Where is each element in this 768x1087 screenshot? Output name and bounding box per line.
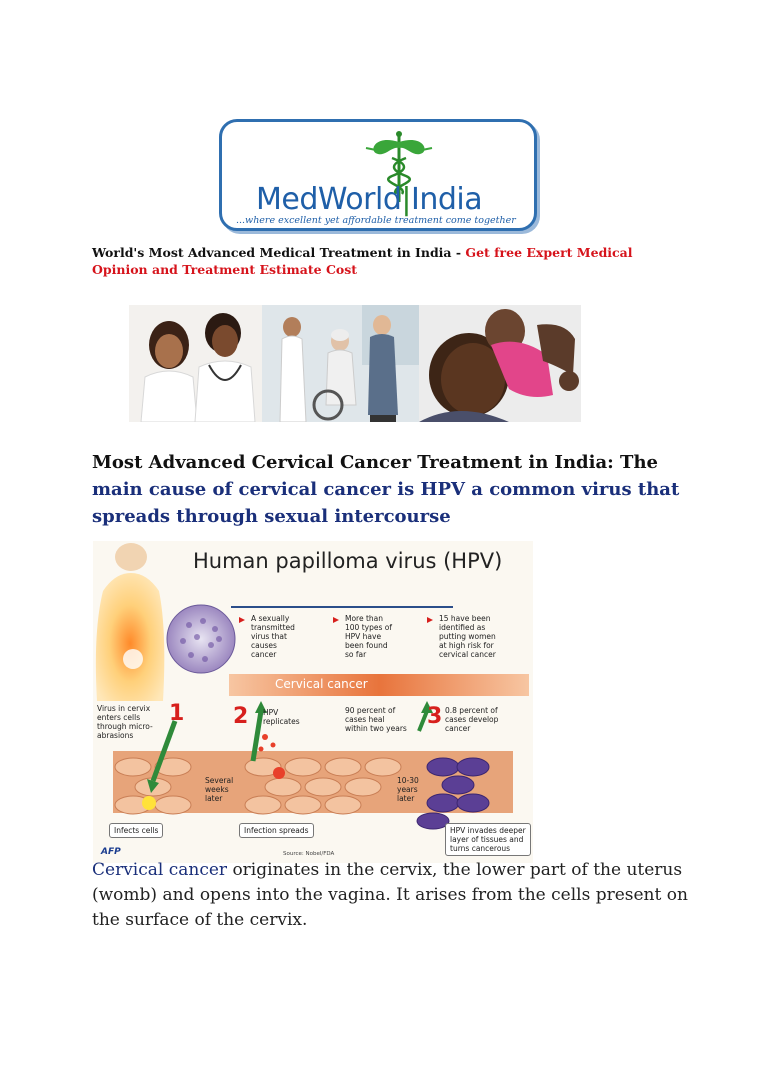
hpv-infographic: [93, 541, 533, 863]
body-paragraph: [92, 858, 692, 933]
medworld-logo: [219, 119, 537, 231]
step3-number: 3: [427, 704, 443, 729]
fact-1: A sexually transmitted virus that causes cancer: [251, 614, 295, 659]
heading-part1: Most Advanced Cervical Cancer Treatment in India: The: [92, 452, 658, 473]
paragraph-text: originates in the cervix, the lower part of the uterus (womb) and opens into the vagina. It arises from the cells present on the surface of the cervix.: [92, 860, 688, 930]
fact-3: 15 have been identified as putting women at high risk for cervical cancer: [439, 614, 496, 659]
cervical-cancer-band: [229, 674, 529, 696]
infographic-artwork: [93, 541, 533, 863]
father-child-photo: [419, 305, 581, 422]
step2-stat: 90 percent of cases heal within two years: [345, 706, 407, 733]
step1-text: Virus in cervix enters cells through micro- abrasions: [97, 704, 153, 740]
photo-strip: [129, 305, 581, 422]
heading-link[interactable]: main cause of cervical cancer is HPV a common virus that spreads through sexual intercourse: [92, 479, 680, 527]
source-credit: Source: Nobel/FDA: [283, 851, 335, 857]
intro-bold: World's Most Advanced Medical Treatment in India -: [92, 245, 466, 260]
patient-care-photo: [262, 305, 419, 422]
time-several-weeks: Several weeks later: [205, 776, 234, 803]
logo-tagline: ...where excellent yet affordable treatment come together: [236, 215, 516, 226]
intro-cta-link[interactable]: Get free Expert Medical Opinion and Treatment Estimate Cost: [92, 245, 633, 277]
band-label: Cervical cancer: [275, 677, 368, 691]
label-hpv-invades: HPV invades deeper layer of tissues and turns cancerous: [445, 823, 531, 856]
label-infection-spreads: Infection spreads: [239, 823, 314, 838]
label-infects-cells: Infects cells: [109, 823, 163, 838]
agency-logo: AFP: [101, 847, 121, 857]
infographic-title: Human papilloma virus (HPV): [193, 549, 503, 573]
doctors-photo: [129, 305, 262, 422]
fact-2: More than 100 types of HPV have been found so far: [345, 614, 392, 659]
cervical-cancer-link[interactable]: Cervical cancer: [92, 860, 228, 880]
intro-line: [92, 244, 672, 278]
step3-stat: 0.8 percent of cases develop cancer: [445, 706, 499, 733]
step2-text: HPV replicates: [263, 708, 300, 726]
time-10-30-years: 10-30 years later: [397, 776, 419, 803]
logo-wordmark: MedWorld|India: [256, 182, 483, 217]
step2-number: 2: [233, 704, 249, 729]
section-heading: [92, 449, 692, 530]
step1-number: 1: [169, 701, 185, 726]
